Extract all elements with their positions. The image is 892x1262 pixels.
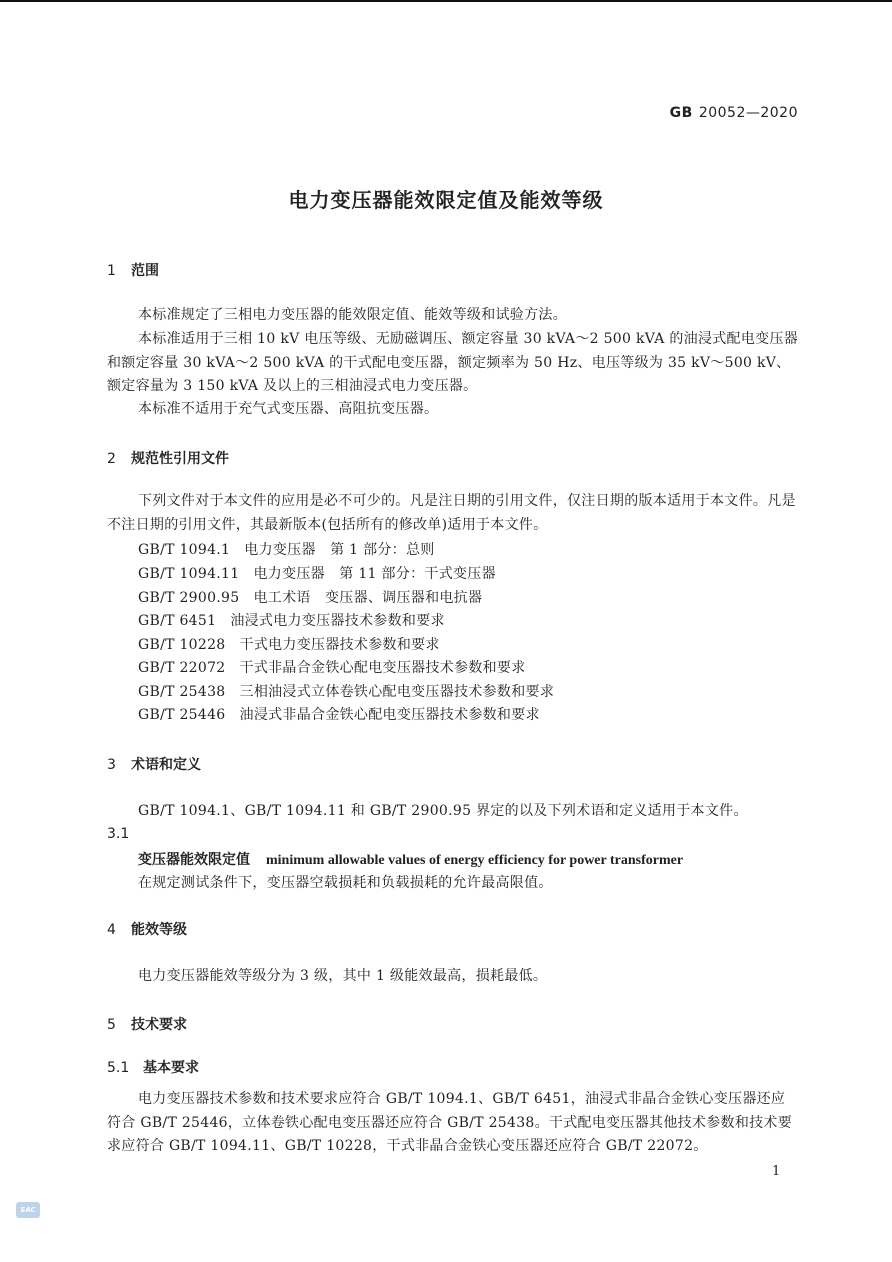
sac-logo-icon: SAC	[16, 1202, 40, 1218]
term-definition: 在规定测试条件下，变压器空载损耗和负载损耗的允许最高限值。	[138, 875, 553, 891]
section-1-heading: 1 范围	[107, 263, 159, 279]
reference-item: GB/T 25438 三相油浸式立体卷铁心配电变压器技术参数和要求	[138, 684, 555, 700]
section-2-heading: 2 规范性引用文件	[107, 451, 229, 467]
std-prefix: GB	[669, 105, 693, 121]
reference-item: GB/T 10228 干式电力变压器技术参数和要求	[138, 637, 440, 653]
top-rule	[0, 0, 892, 2]
reference-item: GB/T 1094.11 电力变压器 第 11 部分：干式变压器	[138, 566, 496, 582]
document-title: 电力变压器能效限定值及能效等级	[288, 188, 604, 212]
reference-item: GB/T 22072 干式非晶合金铁心配电变压器技术参数和要求	[138, 660, 526, 676]
section-5-heading: 5 技术要求	[107, 1017, 187, 1033]
section-2-para-1: 下列文件对于本文件的应用是必不可少的。凡是注日期的引用文件，仅注日期的版本适用于本文件。凡是不注日期的引用文件，其最新版本(包括所有的修改单)适用于本文件。	[107, 493, 796, 533]
section-3-para-1: GB/T 1094.1、GB/T 1094.11 和 GB/T 2900.95 界定的以及下列术语和定义适用于本文件。	[138, 803, 748, 819]
section-1-para-2: 本标准适用于三相 10 kV 电压等级、无励磁调压、额定容量 30 kVA～2 500 kVA 的油浸式配电变压器和额定容量 30 kVA～2 500 kVA 的干式配电变压器，额定频率为 50 Hz、电压等级为 35 kV～500 kV、额定容量为 3 150 kVA 及以上的三相油浸式电力变压器。	[107, 331, 799, 394]
term-chinese: 变压器能效限定值	[138, 852, 250, 868]
std-number: 20052—2020	[698, 105, 798, 121]
section-3-heading: 3 术语和定义	[107, 757, 201, 773]
section-1-para-3: 本标准不适用于充气式变压器、高阻抗变压器。	[138, 401, 439, 417]
section-4-heading: 4 能效等级	[107, 922, 187, 938]
section-5-1-heading: 5.1 基本要求	[107, 1060, 199, 1076]
reference-item: GB/T 1094.1 电力变压器 第 1 部分：总则	[138, 542, 435, 558]
section-1-para-1: 本标准规定了三相电力变压器的能效限定值、能效等级和试验方法。	[138, 307, 567, 323]
term-entry	[138, 849, 683, 869]
term-number: 3.1	[107, 826, 130, 842]
page-number: 1	[772, 1164, 781, 1179]
term-english: minimum allowable values of energy efficiency for power transformer	[266, 853, 684, 868]
section-4-para-1: 电力变压器能效等级分为 3 级，其中 1 级能效最高，损耗最低。	[138, 968, 548, 984]
standard-number	[670, 105, 798, 121]
reference-item: GB/T 25446 油浸式非晶合金铁心配电变压器技术参数和要求	[138, 707, 540, 723]
section-5-1-para-1: 电力变压器技术参数和技术要求应符合 GB/T 1094.1、GB/T 6451，油浸式非晶合金铁心变压器还应符合 GB/T 25446，立体卷铁心配电变压器还应符合 GB/T 25438。干式配电变压器其他技术参数和技术要求应符合 GB/T 1094.11、GB/T 10228，干式非晶合金铁心变压器还应符合 GB/T 22072。	[107, 1091, 793, 1154]
reference-item: GB/T 2900.95 电工术语 变压器、调压器和电抗器	[138, 590, 483, 606]
reference-item: GB/T 6451 油浸式电力变压器技术参数和要求	[138, 613, 445, 629]
